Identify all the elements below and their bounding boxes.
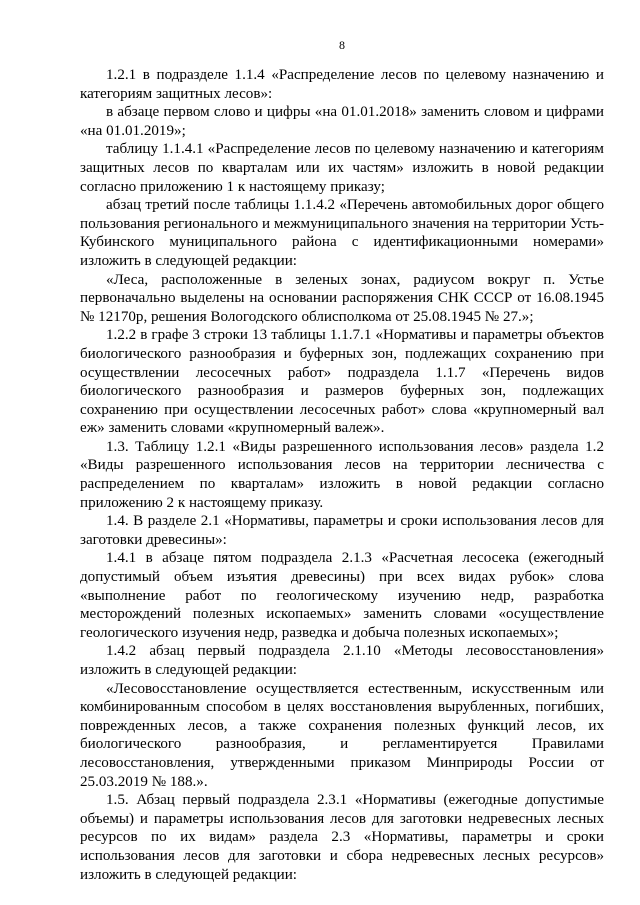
- paragraph-third-abzac: абзац третий после таблицы 1.1.4.2 «Перечень автомобильных дорог общего пользования регионального и межмуниципального значения на территории Усть-Кубинского муниципального района с идентификационными номерами» изложить в следующей редакции:: [80, 197, 604, 269]
- paragraph-1-2-2: 1.2.2 в графе 3 строки 13 таблицы 1.1.7.1 «Нормативы и параметры объектов биологического разнообразия и буферных зон, подлежащих сохранению при осуществлении лесосечных работ» подраздела 1.1.7 «Перечень видов биологического разнообразия и размеров буферных зон, подлежащих сохранению при осуществлении лесосечных работ» слова «крупномерный вал еж» заменить словами «крупномерный валеж».: [80, 327, 604, 437]
- paragraph-1-3: 1.3. Таблицу 1.2.1 «Виды разрешенного использования лесов» раздела 1.2 «Виды разрешенного использования лесов на территории лесничества с распределением по кварталам» изложить в новой редакции согласно приложению 2 к настоящему приказу.: [80, 438, 604, 511]
- paragraph-quote-green-zones: «Леса, расположенные в зеленых зонах, радиусом вокруг п. Устье первоначально выделены на основании распоряжения СНК СССР от 16.08.1945 № 12170р, решения Вологодского облисполкома от 25.08.1945 № 27.»;: [80, 271, 604, 325]
- paragraph-quote-reforestation: «Лесовосстановление осуществляется естественным, искусственным или комбинированным способом в целях восстановления вырубленных, погибших, поврежденных лесов, а также сохранения полезных функций лесов, их биологического разнообразия, и регламентируется Правилами лесовосстановления, утвержденными приказом Минприроды России от 25.03.2019 № 188.».: [80, 680, 604, 790]
- paragraph-1-2-1: 1.2.1 в подразделе 1.1.4 «Распределение лесов по целевому назначению и категориям защитных лесов»:: [80, 67, 604, 102]
- page-number: 8: [339, 38, 345, 52]
- paragraph-1-4-2: 1.4.2 абзац первый подраздела 2.1.10 «Методы лесовосстановления» изложить в следующей редакции:: [80, 643, 604, 678]
- paragraph-1-4-1: 1.4.1 в абзаце пятом подраздела 2.1.3 «Расчетная лесосека (ежегодный допустимый объем изъятия древесины) при всех видах рубок» слова «выполнение работ по геологическому изучению недр, разработка месторождений полезных ископаемых» заменить словами «осуществление геологического изучения недр, разведка и добыча полезных ископаемых»;: [80, 550, 604, 641]
- paragraph-table-1-1-4-1: таблицу 1.1.4.1 «Распределение лесов по целевому назначению и категориям защитных лесов по кварталам или их частям» изложить в новой редакции согласно приложению 1 к настоящему приказу;: [80, 141, 604, 195]
- paragraph-first-abzac: в абзаце первом слово и цифры «на 01.01.2018» заменить словом и цифрами «на 01.01.2019»;: [80, 104, 604, 139]
- paragraph-1-5: 1.5. Абзац первый подраздела 2.3.1 «Нормативы (ежегодные допустимые объемы) и параметры использования лесов для заготовки недревесных лесных ресурсов по их видам» раздела 2.3 «Нормативы, параметры и сроки использования лесов для заготовки и сбора недревесных лесных ресурсов» изложить в следующей редакции:: [80, 792, 604, 883]
- paragraph-1-4: 1.4. В разделе 2.1 «Нормативы, параметры и сроки использования лесов для заготовки древесины»:: [80, 513, 604, 548]
